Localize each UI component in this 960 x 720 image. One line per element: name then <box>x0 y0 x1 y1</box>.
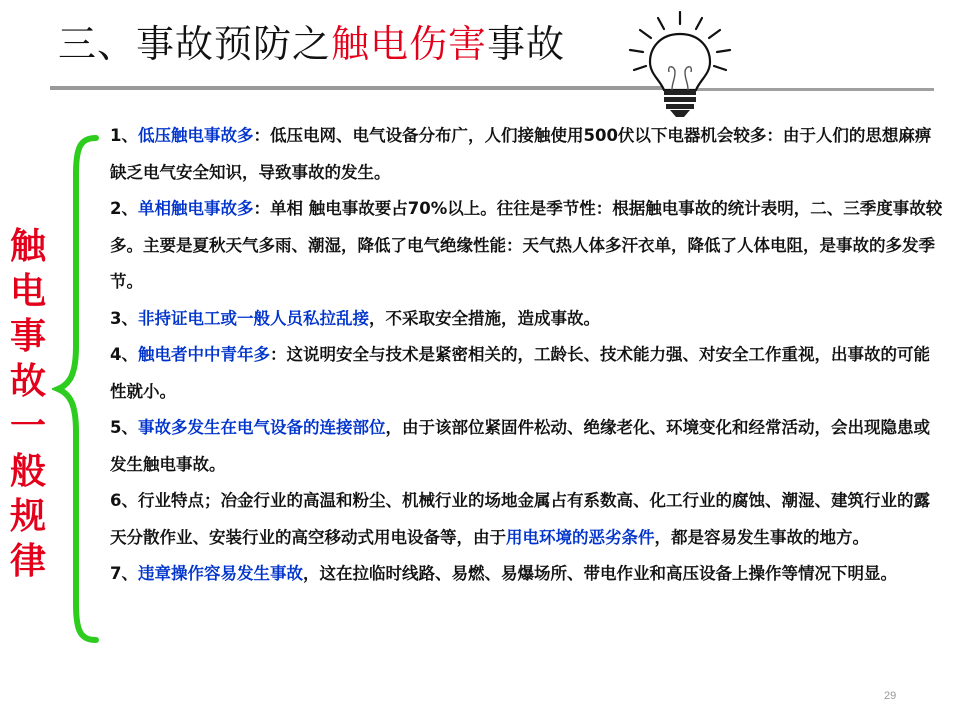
item-highlight: 单相触电事故多 <box>137 199 254 218</box>
item-text: ，不采取安全措施，造成事故。 <box>368 308 600 328</box>
title-suffix: 事故 <box>487 22 566 66</box>
item-text: ：单相 触电事故要占70%以上。往往是季节性：根据触电事故的统计表明，二、三季度事故较多。主要是夏秋天气多雨、潮湿，降低了电气绝缘性能：天气热人体多汗衣单，降低了人体电阻，是事故的多发季节。 <box>110 199 943 291</box>
item-text: ，都是容易发生事故的地方。 <box>654 527 869 547</box>
curly-brace-icon <box>52 134 102 644</box>
side-label-char: 事 <box>9 316 46 357</box>
item-highlight: 用电环境的恶劣条件 <box>506 527 655 547</box>
slide-title <box>58 14 565 74</box>
title-prefix: 三、事故预防之 <box>58 22 332 66</box>
content-list <box>110 118 945 593</box>
list-item <box>110 191 945 301</box>
side-label-char: 电 <box>9 271 46 312</box>
item-highlight: 低压触电事故多 <box>137 126 254 145</box>
side-label-char: 般 <box>9 451 46 492</box>
title-highlight: 触电伤害 <box>331 22 488 66</box>
item-text-before: 行业特点；冶金行业的高温和粉尘、机械行业的场地金属占有系数高、化工行业的腐蚀、潮湿、建筑行业的露天分散作业、安装行业的高空移动式用电设备等，由于 <box>110 491 930 547</box>
item-number: 1、 <box>110 126 138 145</box>
side-label-char: 故 <box>9 361 46 402</box>
list-item <box>110 301 945 338</box>
list-item <box>110 410 945 483</box>
item-number: 7、 <box>110 564 138 583</box>
list-item <box>110 483 945 556</box>
item-number: 6、 <box>110 491 138 510</box>
item-text: ，由于该部位紧固件松动、绝缘老化、环境变化和经常活动，会出现隐患或发生触电事故。 <box>110 418 930 474</box>
item-highlight: 事故多发生在电气设备的连接部位 <box>137 418 386 437</box>
list-item <box>110 556 945 593</box>
item-number: 5、 <box>110 418 138 437</box>
item-text: ：低压电网、电气设备分布广，人们接触使用500伏以下电器机会较多：由于人们的思想麻痹缺乏电气安全知识，导致事故的发生。 <box>110 126 932 182</box>
item-text: ，这在拉临时线路、易燃、易爆场所、带电作业和高压设备上操作等情况下明显。 <box>302 564 897 583</box>
side-label-char: 一 <box>9 406 46 447</box>
item-highlight: 违章操作容易发生事故 <box>137 564 303 583</box>
side-label-char: 规 <box>9 496 46 537</box>
item-number: 4、 <box>110 345 138 364</box>
item-number: 3、 <box>110 308 138 328</box>
side-label <box>6 224 50 584</box>
side-label-char: 触 <box>9 226 46 267</box>
side-label-char: 律 <box>9 541 46 582</box>
lightbulb-icon <box>620 10 740 120</box>
list-item <box>110 337 945 410</box>
list-item <box>110 118 945 191</box>
title-underline <box>50 86 690 90</box>
item-highlight: 非持证电工或一般人员私拉乱接 <box>137 308 369 328</box>
page-number: 29 <box>884 690 897 702</box>
item-highlight: 触电者中中青年多 <box>137 345 270 364</box>
item-text: ：这说明安全与技术是紧密相关的，工龄长、技术能力强、对安全工作重视，出事故的可能性就小。 <box>110 345 930 401</box>
item-number: 2、 <box>110 199 138 218</box>
